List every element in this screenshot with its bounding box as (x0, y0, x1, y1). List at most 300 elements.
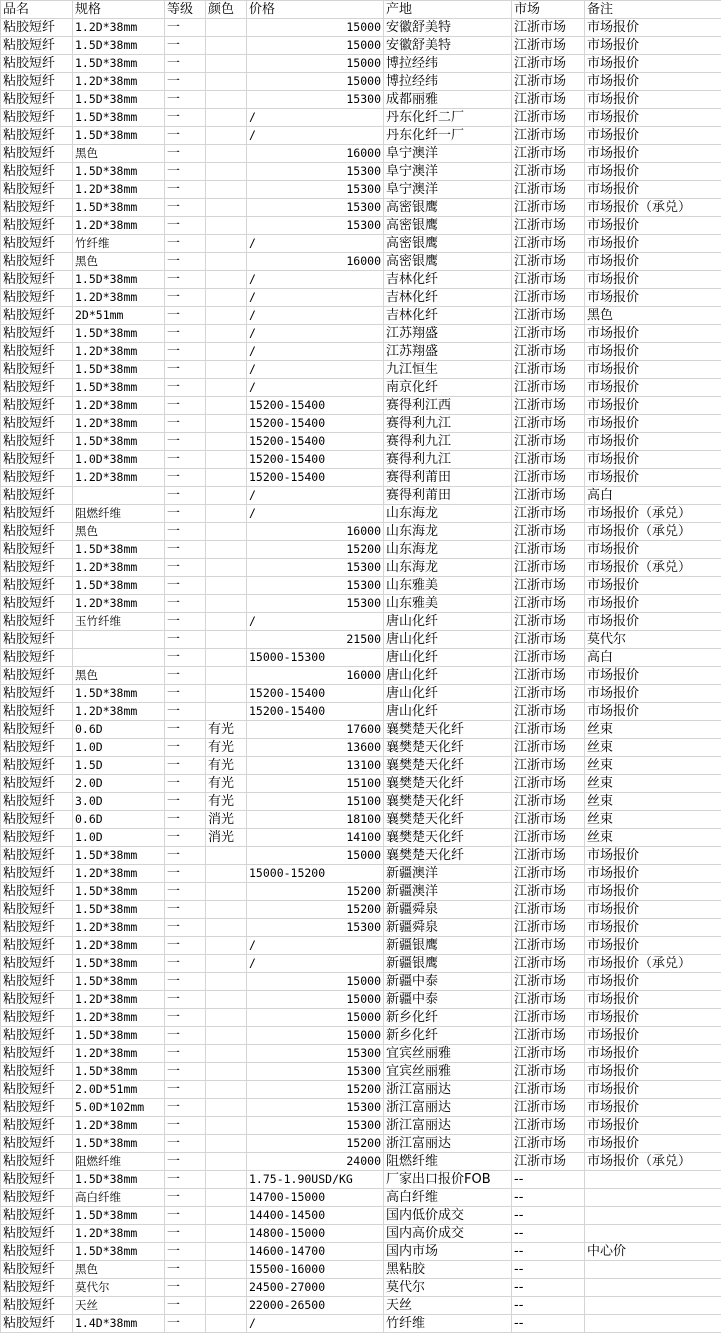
cell-color (206, 1063, 247, 1081)
cell-market: 江浙市场 (512, 469, 585, 487)
cell-spec: 高白纤维 (73, 1189, 165, 1207)
cell-color (206, 415, 247, 433)
cell-color (206, 307, 247, 325)
table-row (1, 631, 721, 649)
cell-color (206, 217, 247, 235)
cell-remark: 市场报价 (585, 253, 721, 271)
table-row (1, 1189, 721, 1207)
cell-spec: 1.2D*38mm (73, 703, 165, 721)
cell-market: 江浙市场 (512, 631, 585, 649)
cell-product: 粘胶短纤 (1, 307, 73, 325)
cell-remark: 市场报价 (585, 145, 721, 163)
cell-color: 有光 (206, 775, 247, 793)
cell-spec: 1.5D*38mm (73, 433, 165, 451)
table-row (1, 433, 721, 451)
cell-price: 16000 (247, 523, 384, 541)
cell-spec: 2.0D (73, 775, 165, 793)
table-row (1, 271, 721, 289)
table-row (1, 1243, 721, 1261)
cell-remark (585, 1279, 721, 1297)
cell-price: 15000 (247, 55, 384, 73)
cell-color (206, 1171, 247, 1189)
cell-color: 有光 (206, 793, 247, 811)
cell-product: 粘胶短纤 (1, 1045, 73, 1063)
cell-remark: 莫代尔 (585, 631, 721, 649)
cell-product: 粘胶短纤 (1, 955, 73, 973)
cell-spec: 5.0D*102mm (73, 1099, 165, 1117)
cell-market: 江浙市场 (512, 307, 585, 325)
cell-product: 粘胶短纤 (1, 703, 73, 721)
cell-price: 15200-15400 (247, 433, 384, 451)
cell-color (206, 91, 247, 109)
cell-grade: 一 (165, 91, 206, 109)
table-row (1, 397, 721, 415)
cell-color (206, 1153, 247, 1171)
cell-price: 15300 (247, 91, 384, 109)
cell-grade: 一 (165, 1117, 206, 1135)
cell-price: 15000 (247, 973, 384, 991)
cell-color (206, 433, 247, 451)
cell-remark: 市场报价 (585, 109, 721, 127)
table-row (1, 865, 721, 883)
cell-color: 有光 (206, 739, 247, 757)
cell-grade: 一 (165, 721, 206, 739)
cell-product: 粘胶短纤 (1, 559, 73, 577)
cell-color (206, 613, 247, 631)
cell-remark: 高白 (585, 487, 721, 505)
cell-price: 18100 (247, 811, 384, 829)
cell-spec: 黑色 (73, 253, 165, 271)
cell-grade: 一 (165, 649, 206, 667)
cell-grade: 一 (165, 613, 206, 631)
cell-market: 江浙市场 (512, 217, 585, 235)
table-row (1, 1063, 721, 1081)
cell-origin: 襄樊楚天化纤 (384, 829, 512, 847)
cell-color (206, 361, 247, 379)
cell-remark: 黑色 (585, 307, 721, 325)
cell-remark: 市场报价 (585, 361, 721, 379)
cell-price: 24000 (247, 1153, 384, 1171)
cell-origin: 山东海龙 (384, 559, 512, 577)
cell-grade: 一 (165, 307, 206, 325)
cell-origin: 高密银鹰 (384, 253, 512, 271)
cell-origin: 宜宾丝丽雅 (384, 1045, 512, 1063)
cell-grade: 一 (165, 1081, 206, 1099)
cell-color (206, 595, 247, 613)
cell-origin: 襄樊楚天化纤 (384, 739, 512, 757)
cell-grade: 一 (165, 487, 206, 505)
cell-market: 江浙市场 (512, 505, 585, 523)
cell-price: 14100 (247, 829, 384, 847)
cell-grade: 一 (165, 847, 206, 865)
cell-market: 江浙市场 (512, 127, 585, 145)
cell-origin: 阜宁澳洋 (384, 145, 512, 163)
cell-remark: 市场报价 (585, 325, 721, 343)
cell-color: 消光 (206, 811, 247, 829)
cell-product: 粘胶短纤 (1, 163, 73, 181)
cell-origin: 高密银鹰 (384, 235, 512, 253)
cell-grade: 一 (165, 685, 206, 703)
cell-remark: 市场报价 (585, 379, 721, 397)
cell-market: 江浙市场 (512, 55, 585, 73)
cell-remark: 市场报价（承兑） (585, 523, 721, 541)
cell-color (206, 163, 247, 181)
table-row (1, 379, 721, 397)
cell-product: 粘胶短纤 (1, 253, 73, 271)
cell-price: 15000 (247, 37, 384, 55)
cell-market: 江浙市场 (512, 649, 585, 667)
cell-price: 14600-14700 (247, 1243, 384, 1261)
cell-origin: 赛得利莆田 (384, 469, 512, 487)
cell-grade: 一 (165, 811, 206, 829)
cell-remark: 市场报价（承兑） (585, 1153, 721, 1171)
table-row (1, 1153, 721, 1171)
cell-market: 江浙市场 (512, 109, 585, 127)
cell-price: / (247, 955, 384, 973)
cell-product: 粘胶短纤 (1, 1171, 73, 1189)
cell-remark: 市场报价（承兑） (585, 955, 721, 973)
cell-color (206, 1099, 247, 1117)
cell-origin: 襄樊楚天化纤 (384, 721, 512, 739)
cell-spec: 阻燃纤维 (73, 1153, 165, 1171)
cell-origin: 新乡化纤 (384, 1009, 512, 1027)
cell-price: 1.75-1.90USD/KG (247, 1171, 384, 1189)
cell-origin: 阻燃纤维 (384, 1153, 512, 1171)
table-row (1, 505, 721, 523)
cell-origin: 丹东化纤一厂 (384, 127, 512, 145)
cell-market: -- (512, 1261, 585, 1279)
cell-remark: 市场报价 (585, 217, 721, 235)
cell-remark: 市场报价 (585, 433, 721, 451)
header-price: 价格 (247, 1, 384, 19)
cell-market: 江浙市场 (512, 991, 585, 1009)
table-row (1, 73, 721, 91)
cell-product: 粘胶短纤 (1, 73, 73, 91)
cell-price: / (247, 343, 384, 361)
cell-color (206, 37, 247, 55)
cell-remark: 市场报价 (585, 577, 721, 595)
cell-price: 15300 (247, 577, 384, 595)
cell-spec: 黑色 (73, 145, 165, 163)
table-row (1, 127, 721, 145)
cell-origin: 高白纤维 (384, 1189, 512, 1207)
cell-grade: 一 (165, 757, 206, 775)
cell-grade: 一 (165, 829, 206, 847)
cell-color (206, 1027, 247, 1045)
cell-color (206, 955, 247, 973)
cell-color (206, 19, 247, 37)
cell-remark: 市场报价 (585, 1027, 721, 1045)
cell-remark: 市场报价 (585, 667, 721, 685)
cell-market: 江浙市场 (512, 379, 585, 397)
cell-origin: 唐山化纤 (384, 667, 512, 685)
cell-price: / (247, 361, 384, 379)
cell-spec: 1.5D*38mm (73, 55, 165, 73)
cell-price: 15200-15400 (247, 451, 384, 469)
cell-product: 粘胶短纤 (1, 739, 73, 757)
cell-remark: 市场报价 (585, 1117, 721, 1135)
cell-market: 江浙市场 (512, 1153, 585, 1171)
cell-origin: 新疆澳洋 (384, 883, 512, 901)
cell-color (206, 253, 247, 271)
table-row (1, 919, 721, 937)
table-row (1, 37, 721, 55)
cell-spec: 1.2D*38mm (73, 73, 165, 91)
cell-product: 粘胶短纤 (1, 847, 73, 865)
cell-price: 14700-15000 (247, 1189, 384, 1207)
cell-spec: 黑色 (73, 1261, 165, 1279)
table-row (1, 1207, 721, 1225)
cell-spec: 1.5D*38mm (73, 1243, 165, 1261)
cell-market: 江浙市场 (512, 1027, 585, 1045)
cell-color (206, 1225, 247, 1243)
cell-origin: 高密银鹰 (384, 217, 512, 235)
cell-market: -- (512, 1225, 585, 1243)
cell-spec: 1.5D*38mm (73, 955, 165, 973)
cell-product: 粘胶短纤 (1, 1207, 73, 1225)
cell-product: 粘胶短纤 (1, 721, 73, 739)
cell-product: 粘胶短纤 (1, 505, 73, 523)
table-row (1, 1225, 721, 1243)
cell-price: 14800-15000 (247, 1225, 384, 1243)
cell-origin: 阜宁澳洋 (384, 163, 512, 181)
table-row (1, 307, 721, 325)
cell-grade: 一 (165, 271, 206, 289)
cell-origin: 天丝 (384, 1297, 512, 1315)
cell-color (206, 1297, 247, 1315)
cell-grade: 一 (165, 145, 206, 163)
cell-grade: 一 (165, 1135, 206, 1153)
cell-product: 粘胶短纤 (1, 685, 73, 703)
cell-remark: 市场报价 (585, 1009, 721, 1027)
cell-spec: 1.5D*38mm (73, 37, 165, 55)
cell-grade: 一 (165, 397, 206, 415)
cell-spec: 1.5D*38mm (73, 379, 165, 397)
cell-origin: 博拉经纬 (384, 55, 512, 73)
cell-price: 15300 (247, 1117, 384, 1135)
cell-grade: 一 (165, 325, 206, 343)
table-row (1, 937, 721, 955)
cell-origin: 赛得利九江 (384, 451, 512, 469)
table-row (1, 199, 721, 217)
cell-color (206, 1243, 247, 1261)
cell-spec: 1.5D*38mm (73, 325, 165, 343)
cell-color (206, 1279, 247, 1297)
cell-spec: 1.5D*38mm (73, 1135, 165, 1153)
cell-grade: 一 (165, 973, 206, 991)
cell-product: 粘胶短纤 (1, 343, 73, 361)
cell-market: -- (512, 1171, 585, 1189)
cell-product: 粘胶短纤 (1, 757, 73, 775)
cell-market: 江浙市场 (512, 289, 585, 307)
cell-market: 江浙市场 (512, 415, 585, 433)
cell-market: 江浙市场 (512, 235, 585, 253)
table-row (1, 775, 721, 793)
cell-color (206, 847, 247, 865)
cell-spec: 1.2D*38mm (73, 343, 165, 361)
cell-remark: 市场报价 (585, 991, 721, 1009)
cell-market: 江浙市场 (512, 343, 585, 361)
cell-grade: 一 (165, 19, 206, 37)
table-row (1, 991, 721, 1009)
cell-color (206, 541, 247, 559)
cell-color (206, 901, 247, 919)
cell-color (206, 919, 247, 937)
cell-spec: 1.4D*38mm (73, 1315, 165, 1333)
cell-product: 粘胶短纤 (1, 973, 73, 991)
cell-spec: 1.5D*38mm (73, 1207, 165, 1225)
cell-spec: 1.5D*38mm (73, 163, 165, 181)
cell-grade: 一 (165, 55, 206, 73)
cell-remark: 市场报价 (585, 1081, 721, 1099)
cell-product: 粘胶短纤 (1, 1261, 73, 1279)
cell-origin: 新乡化纤 (384, 1027, 512, 1045)
cell-origin: 山东海龙 (384, 505, 512, 523)
cell-product: 粘胶短纤 (1, 649, 73, 667)
cell-product: 粘胶短纤 (1, 199, 73, 217)
cell-market: -- (512, 1315, 585, 1333)
table-row (1, 1045, 721, 1063)
cell-market: -- (512, 1297, 585, 1315)
cell-remark: 市场报价 (585, 937, 721, 955)
cell-price: / (247, 235, 384, 253)
cell-price: 15000 (247, 847, 384, 865)
cell-market: 江浙市场 (512, 757, 585, 775)
cell-market: 江浙市场 (512, 1135, 585, 1153)
cell-price: 15300 (247, 217, 384, 235)
table-body (1, 19, 721, 1333)
cell-remark (585, 1315, 721, 1333)
cell-grade: 一 (165, 199, 206, 217)
cell-origin: 南京化纤 (384, 379, 512, 397)
cell-origin: 黑粘胶 (384, 1261, 512, 1279)
cell-spec: 1.5D*38mm (73, 577, 165, 595)
cell-product: 粘胶短纤 (1, 919, 73, 937)
cell-grade: 一 (165, 937, 206, 955)
cell-grade: 一 (165, 1225, 206, 1243)
table-row (1, 1099, 721, 1117)
cell-market: 江浙市场 (512, 1009, 585, 1027)
cell-grade: 一 (165, 559, 206, 577)
cell-grade: 一 (165, 343, 206, 361)
cell-product: 粘胶短纤 (1, 937, 73, 955)
cell-remark: 市场报价 (585, 685, 721, 703)
cell-color: 有光 (206, 757, 247, 775)
cell-price: 15000 (247, 1009, 384, 1027)
cell-origin: 吉林化纤 (384, 289, 512, 307)
cell-color: 有光 (206, 721, 247, 739)
cell-origin: 九江恒生 (384, 361, 512, 379)
cell-remark: 市场报价 (585, 973, 721, 991)
cell-market: 江浙市场 (512, 811, 585, 829)
cell-remark: 市场报价 (585, 91, 721, 109)
cell-product: 粘胶短纤 (1, 613, 73, 631)
table-row (1, 235, 721, 253)
cell-spec: 玉竹纤维 (73, 613, 165, 631)
cell-color (206, 523, 247, 541)
cell-origin: 江苏翔盛 (384, 325, 512, 343)
cell-origin: 山东海龙 (384, 541, 512, 559)
cell-color (206, 181, 247, 199)
cell-price: 15500-16000 (247, 1261, 384, 1279)
table-row (1, 1279, 721, 1297)
cell-remark: 丝束 (585, 811, 721, 829)
cell-remark: 市场报价 (585, 919, 721, 937)
cell-grade: 一 (165, 739, 206, 757)
cell-product: 粘胶短纤 (1, 1063, 73, 1081)
cell-market: 江浙市场 (512, 361, 585, 379)
cell-price: / (247, 127, 384, 145)
cell-origin: 赛得利九江 (384, 433, 512, 451)
cell-spec: 1.2D*38mm (73, 1117, 165, 1135)
cell-price: 15200-15400 (247, 415, 384, 433)
cell-spec: 莫代尔 (73, 1279, 165, 1297)
cell-grade: 一 (165, 1063, 206, 1081)
cell-market: 江浙市场 (512, 19, 585, 37)
cell-color (206, 199, 247, 217)
cell-remark (585, 1297, 721, 1315)
cell-spec: 1.2D*38mm (73, 559, 165, 577)
cell-product: 粘胶短纤 (1, 145, 73, 163)
cell-spec: 1.2D*38mm (73, 415, 165, 433)
cell-spec: 1.2D*38mm (73, 595, 165, 613)
cell-product: 粘胶短纤 (1, 379, 73, 397)
cell-color (206, 667, 247, 685)
cell-origin: 浙江富丽达 (384, 1099, 512, 1117)
cell-price: 15300 (247, 1063, 384, 1081)
cell-grade: 一 (165, 991, 206, 1009)
cell-color (206, 325, 247, 343)
cell-price: 15300 (247, 595, 384, 613)
cell-remark: 丝束 (585, 829, 721, 847)
cell-origin: 浙江富丽达 (384, 1081, 512, 1099)
cell-grade: 一 (165, 127, 206, 145)
cell-remark: 市场报价 (585, 235, 721, 253)
cell-remark: 市场报价 (585, 1135, 721, 1153)
cell-spec: 2.0D*51mm (73, 1081, 165, 1099)
table-row (1, 649, 721, 667)
cell-spec (73, 631, 165, 649)
cell-spec (73, 487, 165, 505)
cell-origin: 襄樊楚天化纤 (384, 757, 512, 775)
cell-market: 江浙市场 (512, 955, 585, 973)
cell-spec: 1.0D (73, 829, 165, 847)
cell-market: 江浙市场 (512, 865, 585, 883)
cell-color (206, 631, 247, 649)
cell-spec: 1.2D*38mm (73, 19, 165, 37)
cell-color (206, 865, 247, 883)
cell-remark: 市场报价 (585, 541, 721, 559)
cell-remark (585, 1171, 721, 1189)
cell-grade: 一 (165, 883, 206, 901)
cell-product: 粘胶短纤 (1, 1153, 73, 1171)
cell-price: 15300 (247, 181, 384, 199)
cell-grade: 一 (165, 703, 206, 721)
cell-remark: 市场报价 (585, 19, 721, 37)
cell-grade: 一 (165, 919, 206, 937)
cell-grade: 一 (165, 955, 206, 973)
cell-product: 粘胶短纤 (1, 91, 73, 109)
table-row (1, 595, 721, 613)
cell-market: 江浙市场 (512, 595, 585, 613)
cell-market: 江浙市场 (512, 163, 585, 181)
cell-grade: 一 (165, 289, 206, 307)
cell-grade: 一 (165, 1099, 206, 1117)
cell-price: / (247, 289, 384, 307)
header-row (1, 1, 721, 19)
cell-market: 江浙市场 (512, 703, 585, 721)
cell-market: 江浙市场 (512, 559, 585, 577)
